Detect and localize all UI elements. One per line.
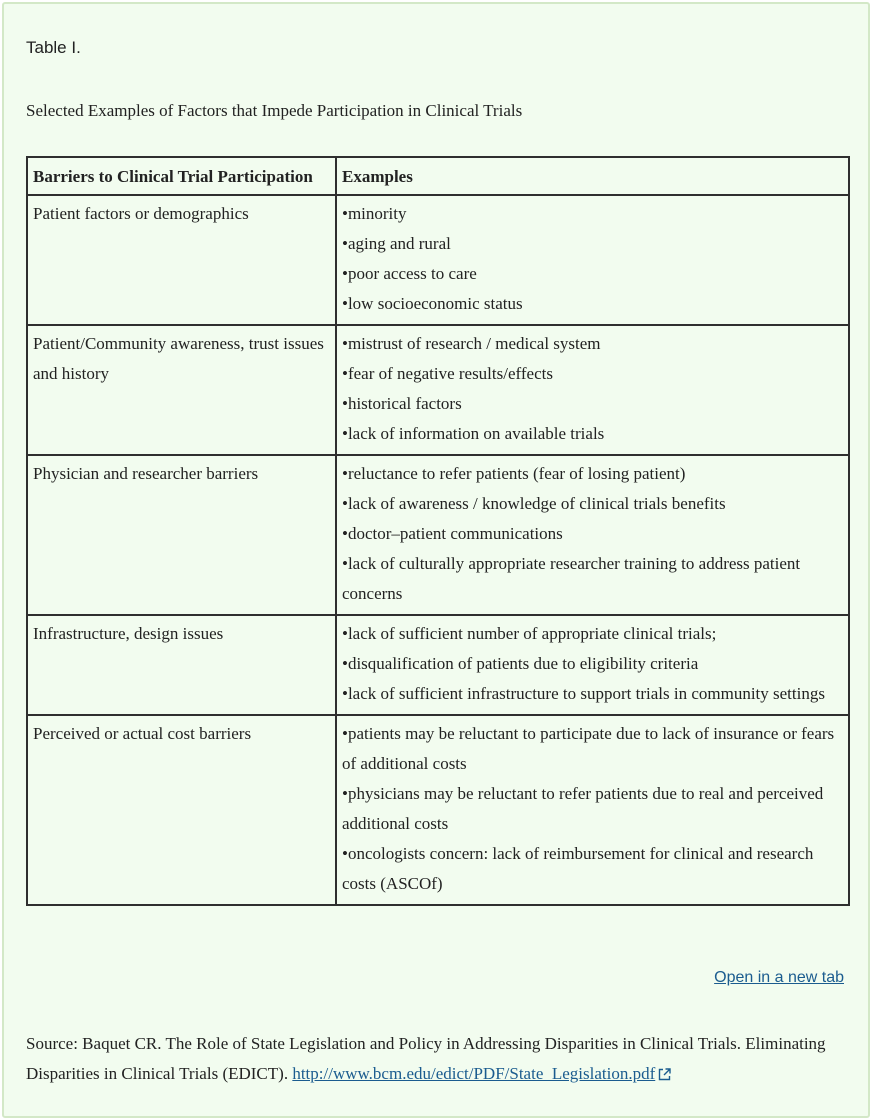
example-item: •disqualification of patients due to eligibility criteria [342, 654, 699, 673]
open-in-new-tab-link[interactable]: Open in a new tab [714, 969, 844, 986]
example-item: •lack of sufficient number of appropriate clinical trials; [342, 624, 717, 643]
example-item: •reluctance to refer patients (fear of losing patient) [342, 464, 686, 483]
barrier-cell: Infrastructure, design issues [27, 615, 336, 715]
barrier-cell: Perceived or actual cost barriers [27, 715, 336, 905]
header-barriers: Barriers to Clinical Trial Participation [27, 157, 336, 195]
table-row [27, 455, 849, 615]
example-item: •lack of sufficient infrastructure to support trials in community settings [342, 684, 825, 703]
table-body [27, 195, 849, 905]
barrier-cell: Patient/Community awareness, trust issues and history [27, 325, 336, 455]
table-header-row [27, 157, 849, 195]
table-row [27, 615, 849, 715]
examples-cell [336, 195, 849, 325]
example-item: •aging and rural [342, 234, 451, 253]
example-item: •patients may be reluctant to participate due to lack of insurance or fears of additional costs [342, 724, 835, 773]
example-item: •poor access to care [342, 264, 477, 283]
example-item: •low socioeconomic status [342, 294, 523, 313]
table-panel [2, 2, 870, 1118]
example-item: •historical factors [342, 394, 462, 413]
source-link[interactable]: http://www.bcm.edu/edict/PDF/State_Legislation.pdf [292, 1064, 656, 1083]
table-row [27, 715, 849, 905]
example-item: •minority [342, 204, 407, 223]
barriers-table [26, 156, 850, 906]
external-link-icon[interactable] [658, 1061, 671, 1091]
header-examples: Examples [336, 157, 849, 195]
table-caption: Selected Examples of Factors that Impede Participation in Clinical Trials [26, 101, 523, 120]
examples-cell [336, 455, 849, 615]
example-item: •lack of information on available trials [342, 424, 605, 443]
source-note [26, 1029, 856, 1091]
example-item: •fear of negative results/effects [342, 364, 553, 383]
examples-cell [336, 325, 849, 455]
example-item: •lack of culturally appropriate researcher training to address patient concerns [342, 554, 801, 603]
example-item: •doctor–patient communications [342, 524, 563, 543]
example-item: •oncologists concern: lack of reimbursement for clinical and research costs (ASCOf) [342, 844, 814, 893]
example-item: •physicians may be reluctant to refer patients due to real and perceived additional costs [342, 784, 824, 833]
examples-cell [336, 615, 849, 715]
barrier-cell: Physician and researcher barriers [27, 455, 336, 615]
table-row [27, 195, 849, 325]
example-item: •mistrust of research / medical system [342, 334, 601, 353]
example-item: •lack of awareness / knowledge of clinical trials benefits [342, 494, 726, 513]
source-text: Source: Baquet CR. The Role of State Legislation and Policy in Addressing Disparities in Clinical Trials. Eliminating Disparities in Clinical Trials (EDICT). [26, 1034, 826, 1083]
examples-cell [336, 715, 849, 905]
barrier-cell: Patient factors or demographics [27, 195, 336, 325]
table-label: Table I. [26, 38, 81, 57]
table-row [27, 325, 849, 455]
